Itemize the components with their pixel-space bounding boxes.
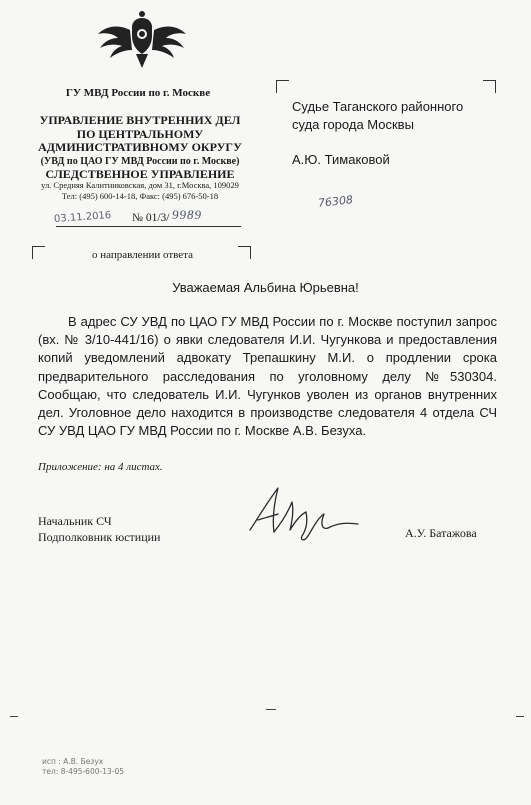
sender-address: ул. Средняя Калитниковская, дом 31, г.Москва, 109029: [41, 180, 239, 190]
incoming-stamp: 76308: [317, 193, 354, 210]
sender-contacts: [30, 180, 250, 202]
dept-line: АДМИНИСТРАТИВНОМУ ОКРУГУ: [38, 140, 242, 154]
appendix-note: Приложение: на 4 листах.: [38, 461, 163, 473]
number-underline: [56, 226, 241, 227]
ministry-name: ГУ МВД России по г. Москве: [65, 87, 211, 99]
dept-line: (УВД по ЦАО ГУ МВД России по г. Москве): [40, 155, 240, 167]
recipient-name: А.Ю. Тимаковой: [292, 152, 390, 167]
recipient-line: Судье Таганского районного: [292, 99, 464, 114]
signer-position-line: Подполковник юстиции: [38, 530, 161, 544]
handwritten-signature: [244, 478, 362, 550]
outgoing-number-prefix: № 01/3/: [132, 212, 170, 224]
department-block: [30, 114, 250, 182]
recipient-block: [292, 98, 463, 134]
mvd-emblem-icon: [96, 10, 188, 72]
sender-phones: Тел: (495) 600-14-18, Факс: (495) 676-50-18: [61, 191, 219, 201]
signer-position: [38, 513, 160, 545]
outgoing-number-line: [53, 207, 254, 228]
signer-name: А.У. Батажова: [405, 526, 477, 540]
bracket-top-left: [276, 80, 289, 93]
bracket-top-right: [483, 80, 496, 93]
executor-name: исп : А.В. Безух: [42, 757, 104, 766]
executor-info: [42, 757, 124, 777]
dept-line: СЛЕДСТВЕННОЕ УПРАВЛЕНИЕ: [45, 167, 235, 181]
outgoing-date: 03.11.2016: [53, 210, 112, 225]
salutation: Уважаемая Альбина Юрьевна!: [172, 280, 359, 295]
fold-mark: [266, 709, 276, 710]
dept-line: УПРАВЛЕНИЕ ВНУТРЕННИХ ДЕЛ: [39, 113, 241, 127]
letter-body: В адрес СУ УВД по ЦАО ГУ МВД России по г. Москве поступил запрос (вх. № 3/10-441/16) о явки следователя И.И. Чугункова и предоставления копий уведомлений адвокату Трепашкину М.И. о продлении срока предварительного расследования по уголовному делу №530304. Сообщаю, что следователь И.И. Чугунков уволен из органов внутренних дел. Уголовное дело находится в производстве следователя 4 отдела СЧ СУ УВД ЦАО ГУ МВД России по г. Москве А.В. Безуха.: [38, 314, 497, 439]
fold-mark: [516, 716, 524, 717]
bracket-top-right: [238, 246, 251, 259]
bracket-top-left: [32, 246, 45, 259]
letter-subject: о направлении ответа: [92, 249, 193, 261]
executor-phone: тел: 8-495-600-13-05: [42, 767, 125, 776]
recipient-line: суда города Москвы: [292, 117, 414, 132]
signer-position-line: Начальник СЧ: [38, 514, 112, 528]
outgoing-number-handwritten: 9989: [172, 207, 202, 222]
fold-mark: [10, 716, 18, 717]
dept-line: ПО ЦЕНТРАЛЬНОМУ: [76, 126, 204, 141]
